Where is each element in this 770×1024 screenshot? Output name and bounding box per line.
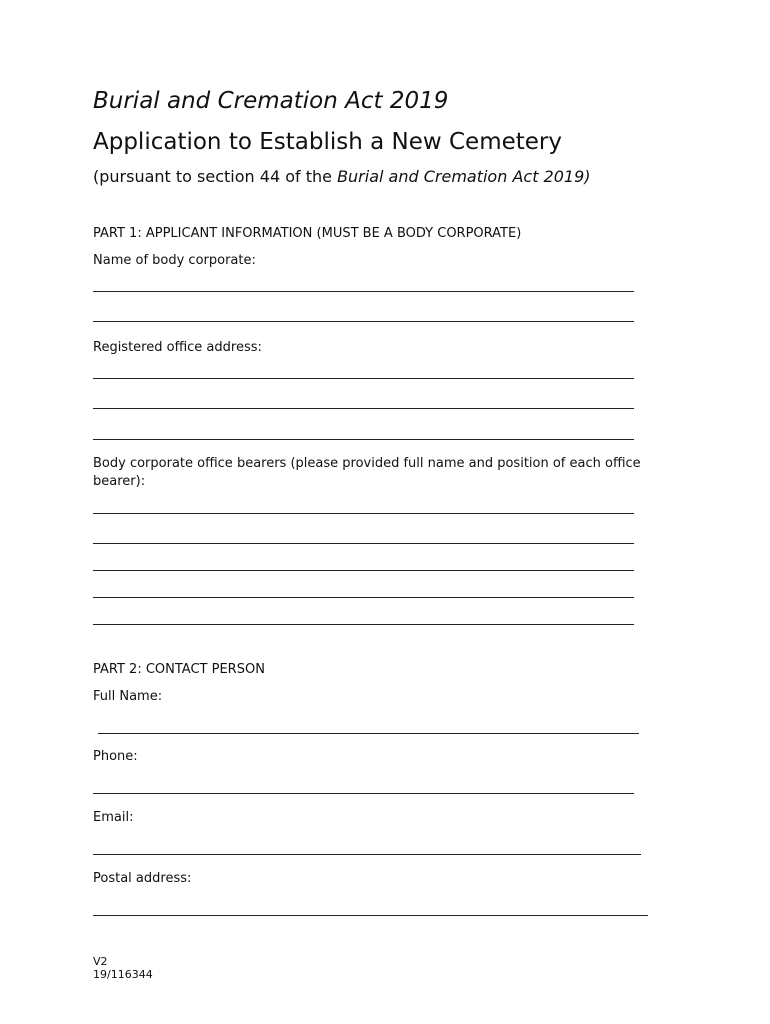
registered-address-label: Registered office address: — [93, 340, 262, 355]
subtitle-prefix: (pursuant to section 44 of the — [93, 167, 338, 186]
footer-reference: 19/116344 — [93, 968, 153, 981]
body-corporate-name-label: Name of body corporate: — [93, 253, 256, 268]
postal-address-label: Postal address: — [93, 871, 192, 886]
registered-address-line-3[interactable] — [93, 439, 634, 440]
act-title: Burial and Cremation Act 2019 — [93, 88, 449, 114]
form-title: Application to Establish a New Cemetery — [93, 129, 562, 155]
email-label: Email: — [93, 810, 134, 825]
subtitle-act: Burial and Cremation Act 2019) — [337, 167, 591, 186]
body-corporate-name-line-2[interactable] — [93, 321, 634, 322]
office-bearers-line-3[interactable] — [93, 570, 634, 571]
phone-line[interactable] — [93, 793, 634, 794]
full-name-label: Full Name: — [93, 689, 163, 704]
full-name-line[interactable] — [98, 733, 639, 734]
form-subtitle — [93, 166, 591, 188]
office-bearers-line-4[interactable] — [93, 597, 634, 598]
registered-address-line-2[interactable] — [93, 408, 634, 409]
body-corporate-name-line-1[interactable] — [93, 291, 634, 292]
office-bearers-label: Body corporate office bearers (please provided full name and position of each office bearer): — [93, 456, 641, 489]
part1-heading: PART 1: APPLICANT INFORMATION (MUST BE A BODY CORPORATE) — [93, 226, 522, 241]
registered-address-line-1[interactable] — [93, 378, 634, 379]
office-bearers-line-1[interactable] — [93, 513, 634, 514]
office-bearers-line-5[interactable] — [93, 624, 634, 625]
part2-heading: PART 2: CONTACT PERSON — [93, 662, 265, 677]
postal-address-line[interactable] — [93, 915, 648, 916]
office-bearers-line-2[interactable] — [93, 543, 634, 544]
footer-version: V2 — [93, 955, 108, 968]
phone-label: Phone: — [93, 749, 138, 764]
email-line[interactable] — [93, 854, 641, 855]
